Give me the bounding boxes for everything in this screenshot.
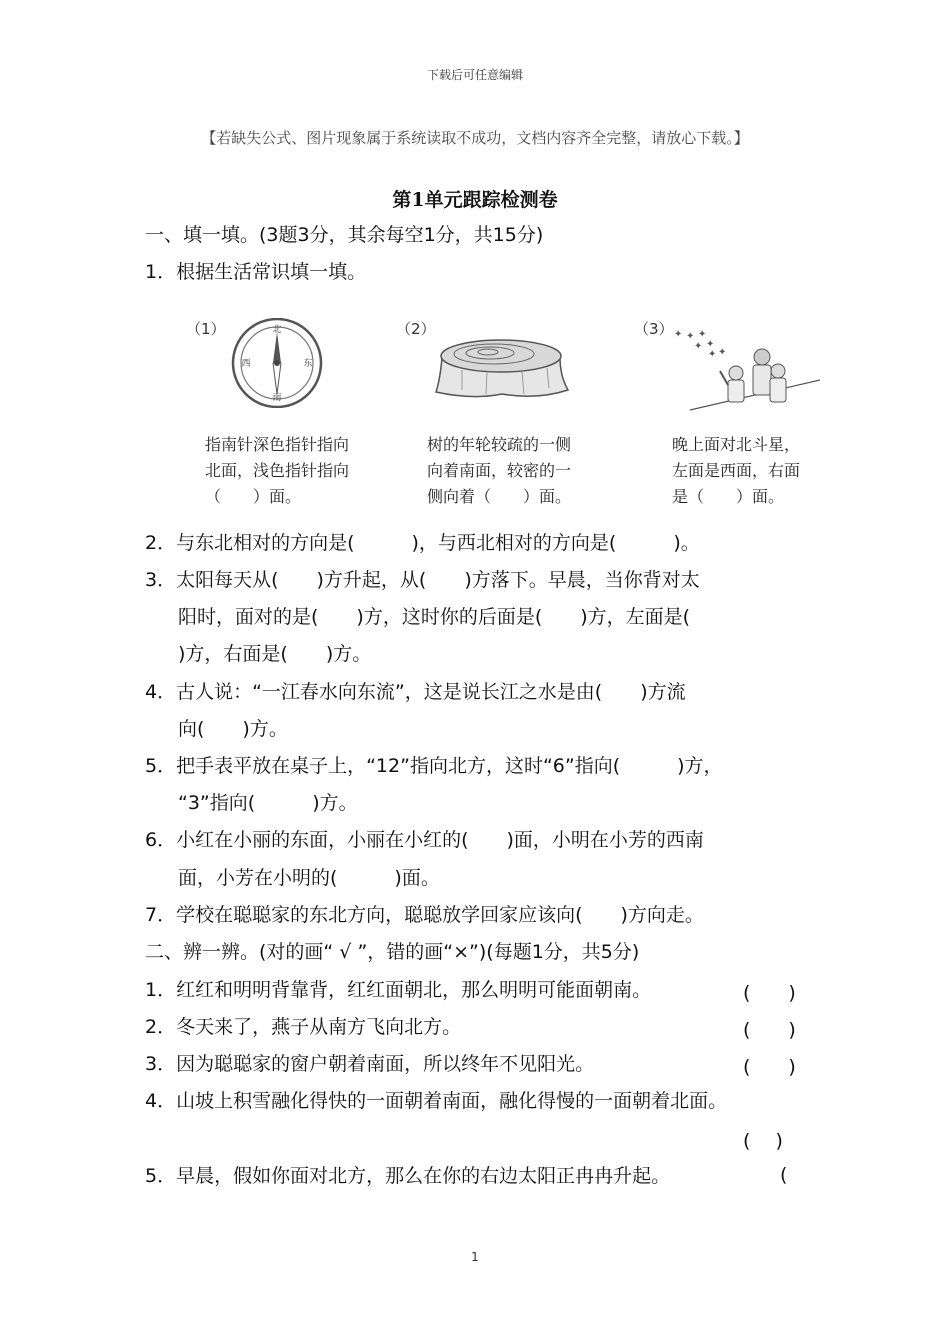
section2-heading: 二、辨一辨。(对的画“ √ ”，错的画“×”)(每题1分，共5分) bbox=[145, 941, 640, 963]
svg-text:✦: ✦ bbox=[698, 329, 707, 340]
judge-answer-blank[interactable]: ( ) bbox=[743, 982, 796, 1004]
fig2-caption bbox=[427, 432, 571, 510]
question-5-line: 5．把手表平放在桌子上，“12”指向北方，这时“6”指向( )方， bbox=[145, 755, 723, 777]
fig1-caption-line: 指南针深色指针指向 bbox=[205, 435, 350, 454]
big-dipper-illustration bbox=[670, 325, 820, 420]
fig2-label: （2） bbox=[396, 320, 436, 338]
question-6-line: 面，小芳在小明的( )面。 bbox=[178, 867, 440, 889]
question-3-line: )方，右面是( )方。 bbox=[178, 643, 372, 665]
fig3-caption-line: 左面是西面，右面 bbox=[672, 461, 801, 480]
judge-item-text: 2．冬天来了，燕子从南方飞向北方。 bbox=[145, 1016, 462, 1038]
page-title: 第1单元跟踪检测卷 bbox=[392, 189, 558, 211]
fig2-caption-line: 树的年轮较疏的一侧 bbox=[427, 435, 572, 454]
question-2: 2．与东北相对的方向是( )，与西北相对的方向是( )。 bbox=[145, 532, 700, 554]
judge-item-text: 5．早晨，假如你面对北方，那么在你的右边太阳正冉冉升起。 bbox=[145, 1165, 671, 1187]
compass-south-label: 南 bbox=[272, 393, 282, 403]
star-icon bbox=[674, 329, 726, 360]
svg-text:✦: ✦ bbox=[674, 329, 683, 340]
compass-illustration bbox=[225, 318, 329, 408]
judge-answer-blank[interactable]: ( ) bbox=[743, 1130, 783, 1152]
judge-answer-blank[interactable]: ( ) bbox=[743, 1019, 796, 1041]
question-7: 7．学校在聪聪家的东北方向，聪聪放学回家应该向( )方向走。 bbox=[145, 904, 704, 926]
section1-heading: 一、填一填。(3题3分，其余每空1分，共15分) bbox=[145, 224, 544, 246]
question-5-line: “3”指向( )方。 bbox=[178, 792, 358, 814]
fig1-caption bbox=[205, 432, 349, 510]
fig1-caption-line: （ ）面。 bbox=[205, 487, 302, 506]
svg-text:✦: ✦ bbox=[706, 339, 715, 350]
question-4-line: 4．古人说：“一江春水向东流”，这是说长江之水是由( )方流 bbox=[145, 681, 686, 703]
question-6-line: 6．小红在小丽的东面，小丽在小红的( )面，小明在小芳的西南 bbox=[145, 829, 704, 851]
page-number: 1 bbox=[471, 1250, 479, 1264]
svg-text:✦: ✦ bbox=[718, 347, 727, 358]
judge-item-text: 4．山坡上积雪融化得快的一面朝着南面，融化得慢的一面朝着北面。 bbox=[145, 1090, 728, 1112]
judge-answer-blank[interactable]: ( ) bbox=[743, 1056, 796, 1078]
compass-west-label: 西 bbox=[241, 359, 251, 369]
compass-north-label: 北 bbox=[272, 325, 282, 335]
tree-stump-illustration bbox=[432, 330, 572, 400]
judge-answer-blank[interactable]: ( bbox=[780, 1164, 788, 1186]
fig2-caption-line: 侧向着（ ）面。 bbox=[427, 487, 572, 506]
header-note: 下载后可任意编辑 bbox=[426, 68, 523, 82]
fig3-caption-line: 晚上面对北斗星， bbox=[672, 435, 801, 454]
question-1: 1．根据生活常识填一填。 bbox=[145, 261, 367, 283]
download-notice: 【若缺失公式、图片现象属于系统读取不成功，文档内容齐全完整，请放心下载。】 bbox=[201, 129, 749, 147]
svg-text:✦: ✦ bbox=[708, 349, 717, 360]
fig3-caption bbox=[672, 432, 800, 510]
fig3-label: （3） bbox=[634, 320, 674, 338]
judge-item-text: 1．红红和明明背靠背，红红面朝北，那么明明可能面朝南。 bbox=[145, 979, 652, 1001]
fig3-caption-line: 是（ ）面。 bbox=[672, 487, 785, 506]
fig1-label: （1） bbox=[186, 320, 226, 338]
question-3-line: 3．太阳每天从( )方升起，从( )方落下。早晨，当你背对太 bbox=[145, 569, 700, 591]
svg-text:✦: ✦ bbox=[694, 341, 703, 352]
fig1-caption-line: 北面，浅色指针指向 bbox=[205, 461, 350, 480]
question-4-line: 向( )方。 bbox=[178, 718, 288, 740]
judge-item-text: 3．因为聪聪家的窗户朝着南面，所以终年不见阳光。 bbox=[145, 1053, 595, 1075]
svg-text:✦: ✦ bbox=[686, 331, 695, 342]
fig2-caption-line: 向着南面，较密的一 bbox=[427, 461, 572, 480]
question-3-line: 阳时，面对的是( )方，这时你的后面是( )方，左面是( bbox=[178, 606, 691, 628]
compass-east-label: 东 bbox=[303, 359, 313, 369]
